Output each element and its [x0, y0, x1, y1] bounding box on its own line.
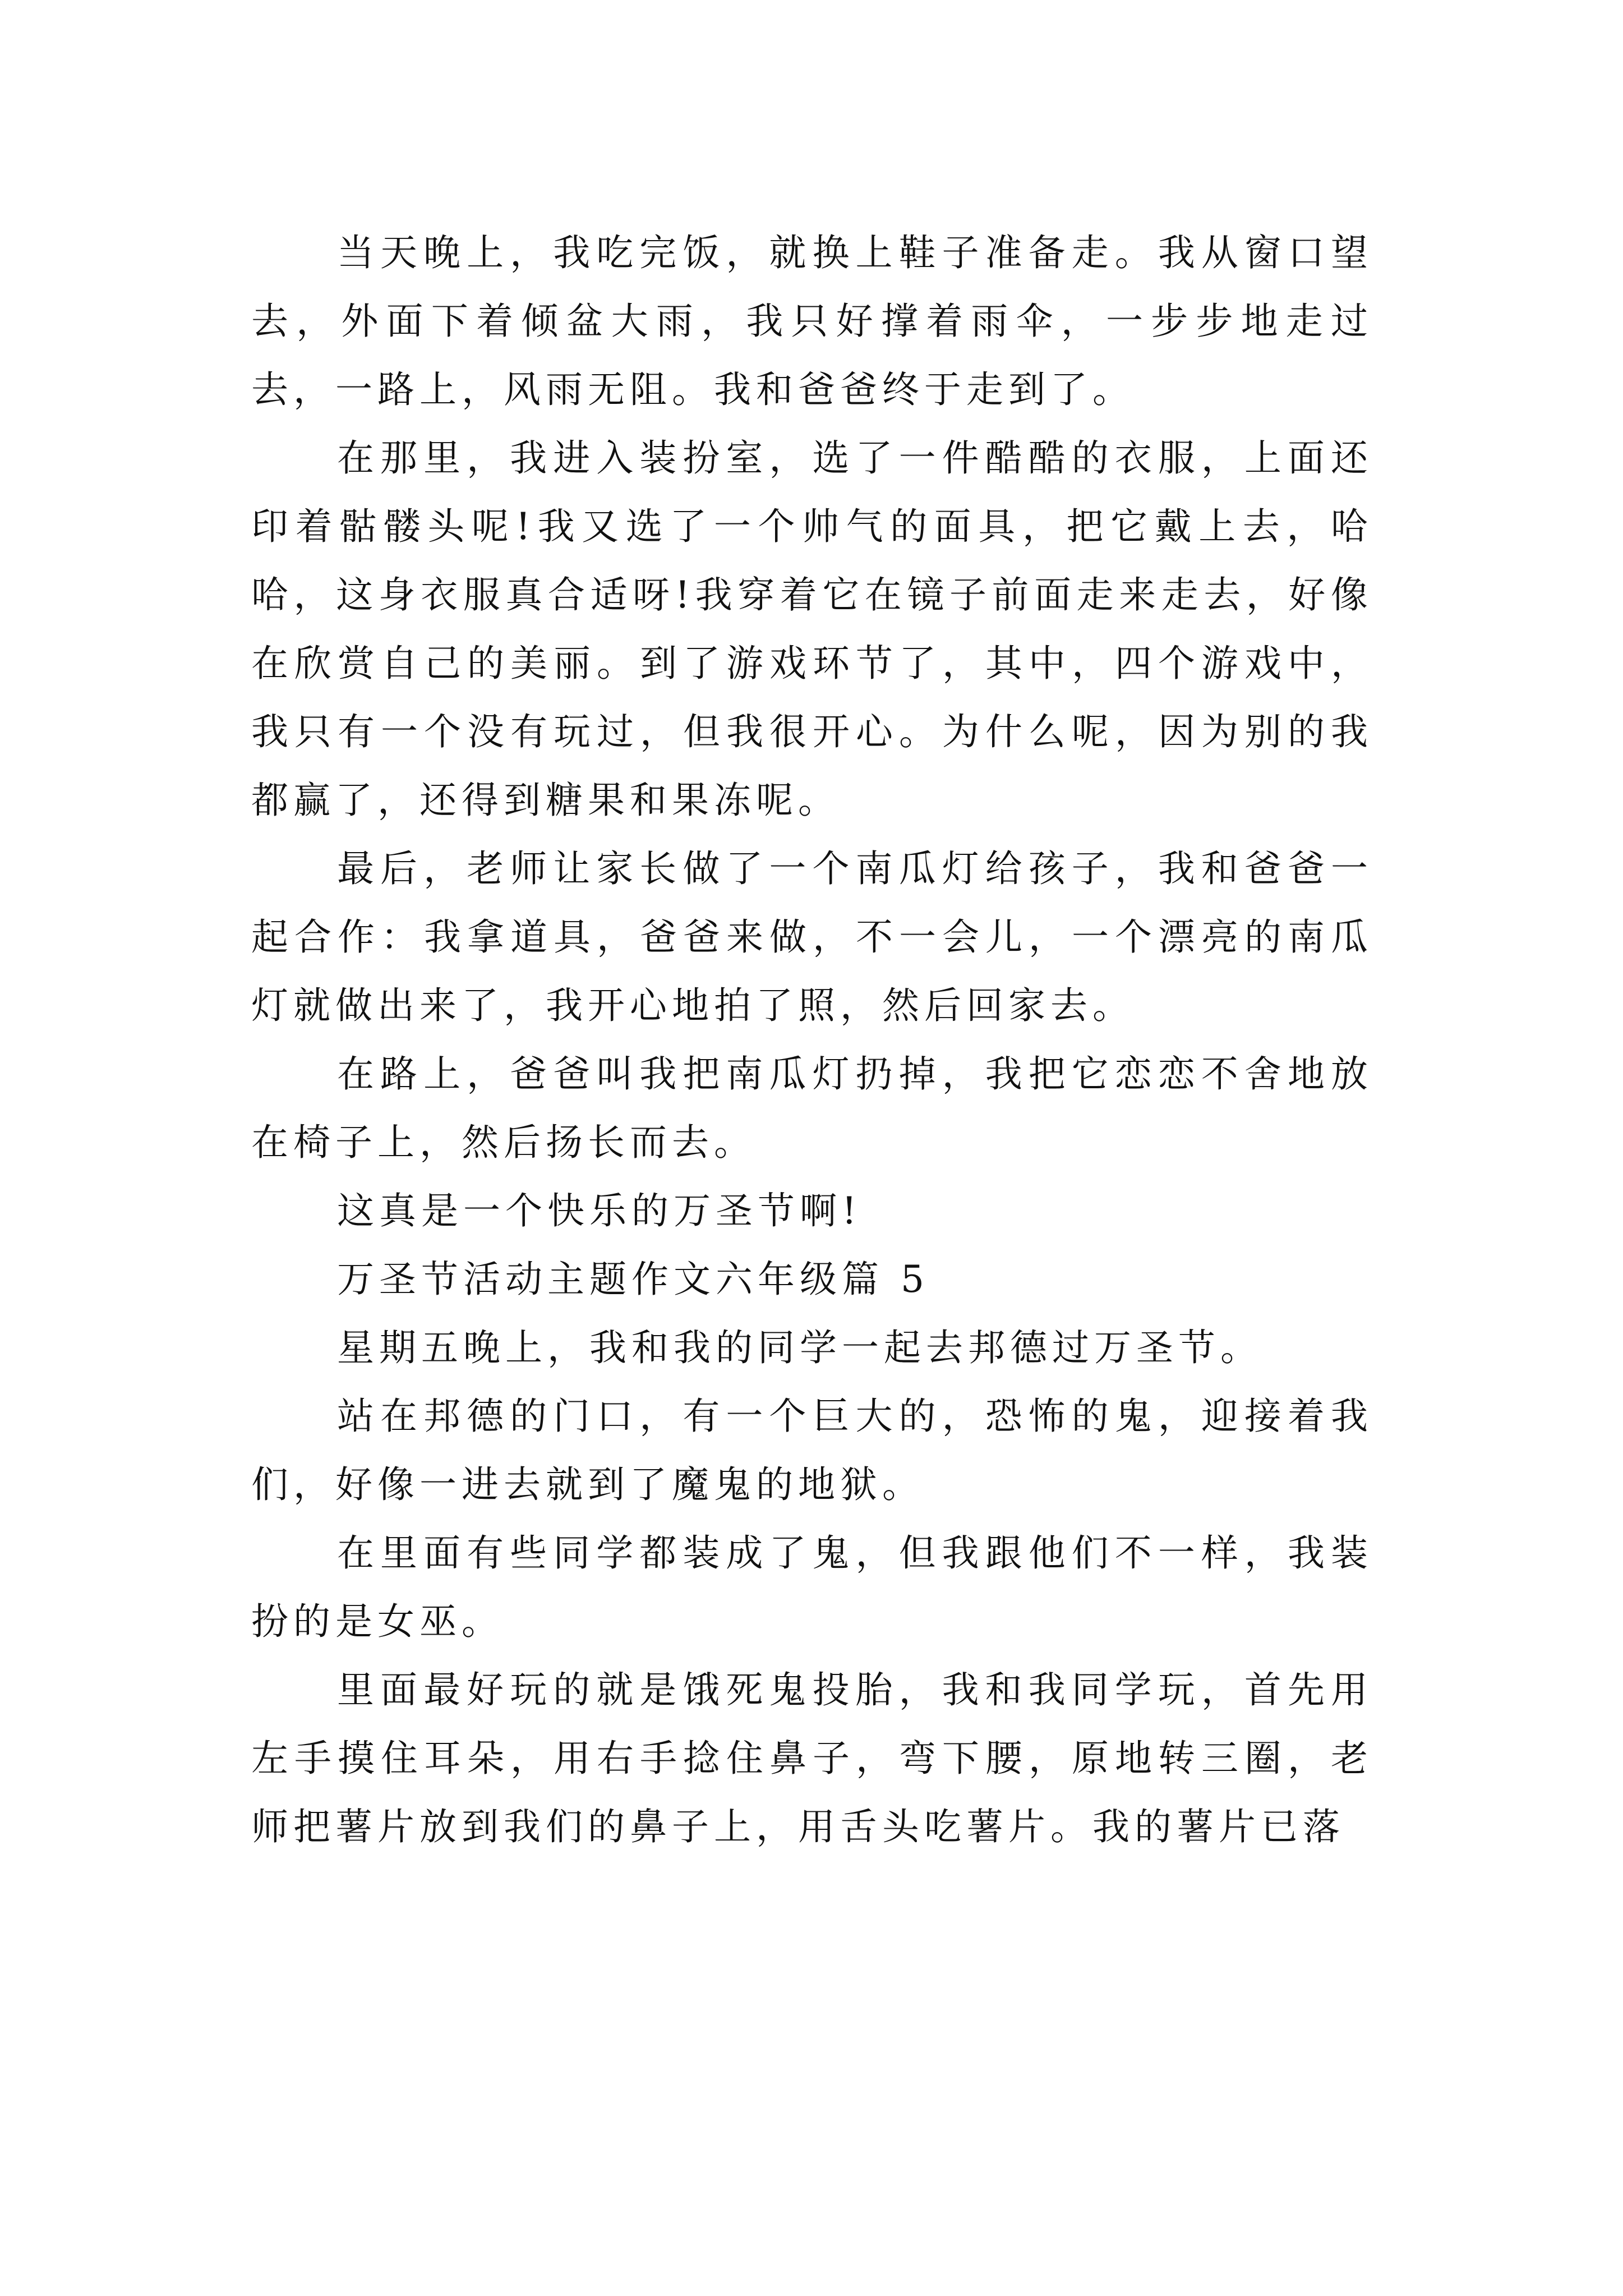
paragraph: 在那里，我进入装扮室，选了一件酷酷的衣服，上面还印着骷髅头呢!我又选了一个帅气的面具，把它戴上去，哈哈，这身衣服真合适呀!我穿着它在镜子前面走来走去，好像在欣赏自己的美丽。到了游戏环节了，其中，四个游戏中，我只有一个没有玩过，但我很开心。为什么呢，因为别的我都赢了，还得到糖果和果冻呢。 [251, 436, 1373, 822]
section-heading: 万圣节活动主题作文六年级篇 5 [337, 1258, 929, 1301]
paragraph: 在路上，爸爸叫我把南瓜灯扔掉，我把它恋恋不舍地放在椅子上，然后扬长而去。 [251, 1052, 1373, 1164]
paragraph: 这真是一个快乐的万圣节啊! [337, 1189, 862, 1232]
paragraph: 在里面有些同学都装成了鬼，但我跟他们不一样，我装扮的是女巫。 [251, 1531, 1373, 1643]
paragraph: 星期五晚上，我和我的同学一起去邦德过万圣节。 [337, 1326, 1262, 1369]
paragraph: 最后，老师让家长做了一个南瓜灯给孩子，我和爸爸一起合作：我拿道具，爸爸来做，不一会儿，一个漂亮的南瓜灯就做出来了，我开心地拍了照，然后回家去。 [251, 847, 1373, 1027]
paragraph: 里面最好玩的就是饿死鬼投胎，我和我同学玩，首先用左手摸住耳朵，用右手捻住鼻子，弯下腰，原地转三圈，老师把薯片放到我们的鼻子上，用舌头吃薯片。我的薯片已落 [251, 1668, 1373, 1848]
paragraph: 站在邦德的门口，有一个巨大的，恐怖的鬼，迎接着我们，好像一进去就到了魔鬼的地狱。 [251, 1395, 1373, 1506]
paragraph: 当天晚上，我吃完饭，就换上鞋子准备走。我从窗口望去，外面下着倾盆大雨，我只好撑着雨伞，一步步地走过去，一路上，风雨无阻。我和爸爸终于走到了。 [251, 231, 1373, 411]
document-body [251, 219, 1373, 1861]
